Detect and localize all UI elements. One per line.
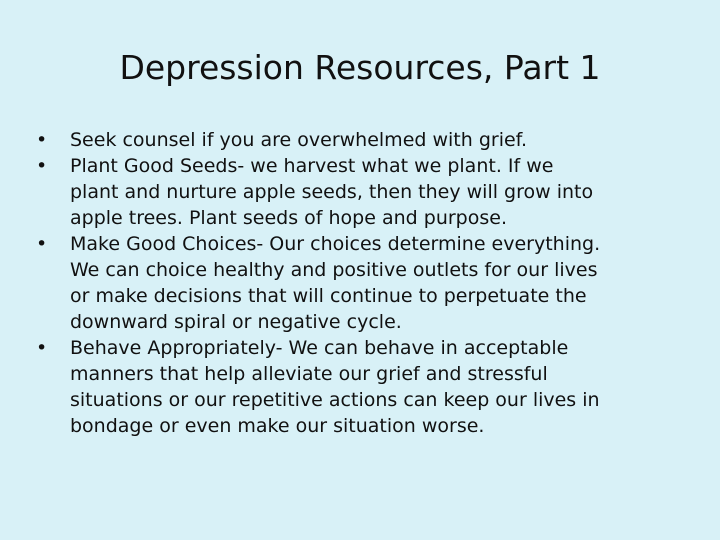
bullet-line: Behave Appropriately- We can behave in acceptable xyxy=(70,337,569,359)
bullet-line: apple trees. Plant seeds of hope and purpose. xyxy=(70,207,507,229)
bullet-line: bondage or even make our situation worse. xyxy=(70,415,485,437)
bullet-list xyxy=(36,127,690,439)
bullet-line: manners that help alleviate our grief and stressful xyxy=(70,363,548,385)
bullet-icon: • xyxy=(36,337,48,359)
bullet-seek-counsel xyxy=(36,127,690,153)
bullet-line: Make Good Choices- Our choices determine everything. xyxy=(70,233,601,255)
bullet-line: downward spiral or negative cycle. xyxy=(70,311,402,333)
bullet-line: situations or our repetitive actions can keep our lives in xyxy=(70,389,600,411)
bullet-icon: • xyxy=(36,129,48,151)
bullet-line: plant and nurture apple seeds, then they will grow into xyxy=(70,181,594,203)
bullet-icon: • xyxy=(36,155,48,177)
bullet-behave-appropriately xyxy=(36,335,690,439)
bullet-line: Plant Good Seeds- we harvest what we plant. If we xyxy=(70,155,554,177)
bullet-icon: • xyxy=(36,233,48,255)
bullet-make-good-choices xyxy=(36,231,690,335)
bullet-plant-good-seeds xyxy=(36,153,690,231)
bullet-line: or make decisions that will continue to perpetuate the xyxy=(70,285,587,307)
bullet-line: Seek counsel if you are overwhelmed with grief. xyxy=(70,129,528,151)
slide-title: Depression Resources, Part 1 xyxy=(119,48,601,87)
bullet-line: We can choice healthy and positive outlets for our lives xyxy=(70,259,598,281)
